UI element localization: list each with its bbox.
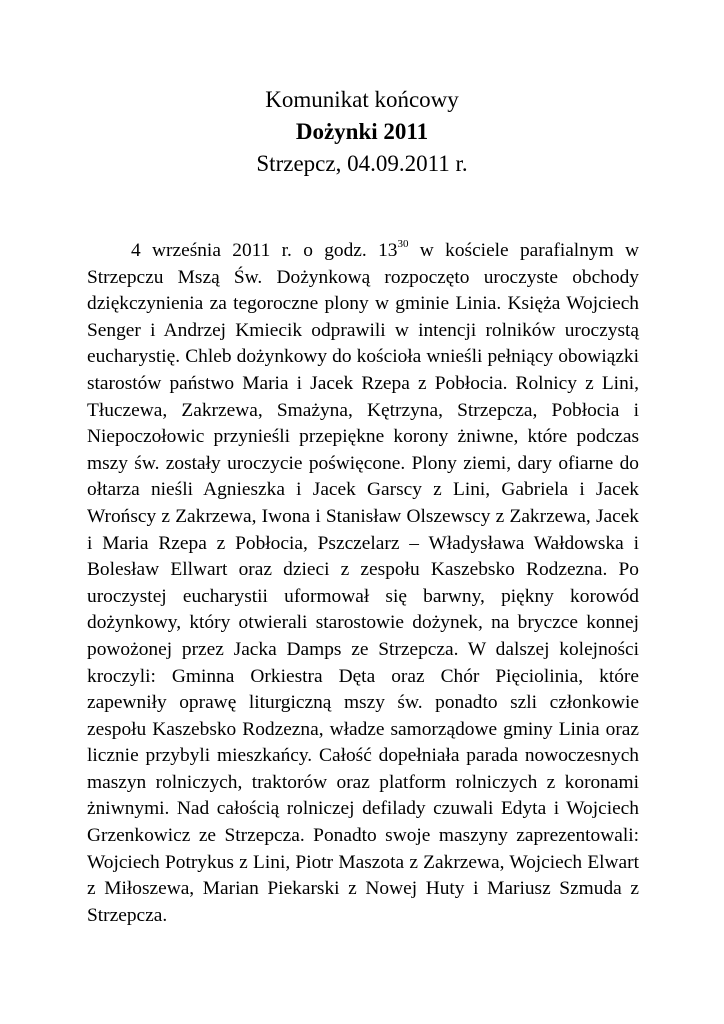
time-superscript: 30 [397, 237, 409, 250]
paragraph-opening: 4 września 2011 r. o godz. 13 [131, 240, 398, 261]
place-and-date: Strzepcz, 04.09.2011 r. [256, 151, 468, 176]
document-header [0, 84, 724, 180]
body-paragraph [87, 238, 639, 929]
event-title: Dożynki 2011 [295, 119, 429, 144]
document-title: Komunikat końcowy [265, 87, 459, 112]
paragraph-rest: w kościele parafialnym w Strzepczu Mszą Św. Dożynkową rozpoczęto uroczyste obchody dziękczynienia za tegoroczne plony w gminie Linia. Księża Wojciech Senger i Andrzej Kmiecik odprawili w intencji rolników uroczystą eucharystię. Chleb dożynkowy do kościoła wnieśli pełniący obowiązki starostów państwo Maria i Jacek Rzepa z Pobłocia. Rolnicy z Lini, Tłuczewa, Zakrzewa, Smażyna, Kętrzyna, Strzepcza, Pobłocia i Niepoczołowic przynieśli przepiękne korony żniwne, które podczas mszy św. zostały uroczycie poświęcone. Plony ziemi, dary ofiarne do ołtarza nieśli Agnieszka i Jacek Garscy z Lini, Gabriela i Jacek Wrońscy z Zakrzewa, Iwona i Stanisław Olszewscy z Zakrzewa, Jacek i Maria Rzepa z Pobłocia, Pszczelarz – Władysława Wałdowska i Bolesław Ellwart oraz dzieci z zespołu Kaszebsko Rodzezna. Po uroczystej eucharystii uformował się barwny, piękny korowód dożynkowy, który otwierali starostowie dożynek, na bryczce konnej powożonej przez Jacka Damps ze Strzepcza. W dalszej kolejności kroczyli: Gminna Orkiestra Dęta oraz Chór Pięciolinia, które zapewniły oprawę liturgiczną mszy św. ponadto szli członkowie zespołu Kaszebsko Rodzezna, władze samorządowe gminy Linia oraz licznie przybyli mieszkańcy. Całość dopełniała parada nowoczesnych maszyn rolniczych, traktorów oraz platform rolniczych z koronami żniwnymi. Nad całością rolniczej defilady czuwali Edyta i Wojciech Grzenkowicz ze Strzepcza. Ponadto swoje maszyny zaprezentowali: Wojciech Potrykus z Lini, Piotr Maszota z Zakrzewa, Wojciech Elwart z Miłoszewa, Marian Piekarski z Nowej Huty i Mariusz Szmuda z Strzepcza. [87, 240, 639, 926]
